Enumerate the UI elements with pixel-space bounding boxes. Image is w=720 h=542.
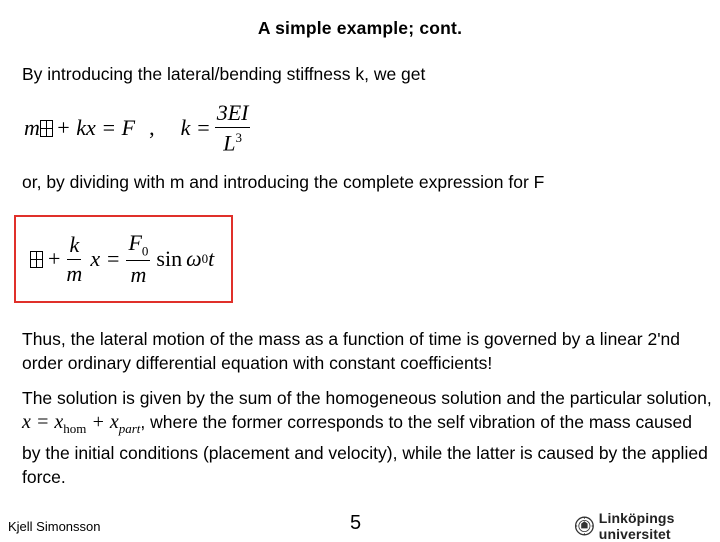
paragraph-dividing: or, by dividing with m and introducing the complete expression for F xyxy=(22,172,545,192)
author-name: Kjell Simonsson xyxy=(8,519,101,534)
exponent: 3 xyxy=(235,130,242,145)
solution-text-end: , where the former corresponds to the self vibration of the mass caused by the initial conditions (placement and velocity), while the latter is caused by the applied force. xyxy=(22,412,708,487)
hom-subscript: hom xyxy=(63,421,87,436)
m-denominator-2: m xyxy=(130,262,147,288)
paragraph-solution xyxy=(22,386,712,489)
fraction-numerator: 3EI xyxy=(215,102,251,128)
eq1-rhs: + kx = F xyxy=(55,115,136,141)
eq1-k-equals: k = xyxy=(180,115,211,141)
fraction-denominator xyxy=(221,128,244,154)
sin-function: sin xyxy=(156,246,183,272)
equation-stiffness xyxy=(24,102,250,154)
force-subscript: 0 xyxy=(141,243,149,259)
equation-superposition xyxy=(22,411,141,436)
missing-glyph-icon xyxy=(30,251,43,268)
eq2-x-equals: x = xyxy=(90,246,121,272)
k-numerator: k xyxy=(67,234,81,260)
university-name: Linköpings universitet xyxy=(598,510,675,542)
page-number: 5 xyxy=(350,512,362,534)
eq2-plus: + xyxy=(48,246,61,272)
length-symbol: L xyxy=(223,130,236,156)
paragraph-intro: By introducing the lateral/bending stiffness k, we get xyxy=(22,64,426,84)
stiffness-fraction xyxy=(215,102,251,154)
time-symbol: t xyxy=(208,246,215,272)
equation-motion xyxy=(30,232,214,286)
mass-symbol: m xyxy=(24,115,40,141)
force-over-m-fraction xyxy=(126,232,150,286)
part-subscript: part xyxy=(118,421,141,436)
plus-x: + x xyxy=(91,411,119,433)
eq1-comma: , xyxy=(149,115,155,141)
paragraph-lateral-motion: Thus, the lateral motion of the mass as a function of time is governed by a linear 2'nd order ordinary differential equation with constant coefficients! xyxy=(22,329,681,373)
force-numerator xyxy=(126,232,150,261)
m-denominator: m xyxy=(66,260,83,286)
force-symbol: F xyxy=(128,230,142,255)
solution-text-start: The solution is given by the sum of the homogeneous solution and the particular solution, xyxy=(22,388,712,408)
omega-subscript: 0 xyxy=(201,251,209,267)
university-logo xyxy=(574,510,720,542)
omega-symbol: ω xyxy=(186,246,202,272)
slide-title: A simple example; cont. xyxy=(257,18,463,38)
university-seal-icon xyxy=(574,513,595,539)
x-equals-x: x = x xyxy=(22,411,64,433)
k-over-m-fraction xyxy=(64,231,84,286)
missing-glyph-icon xyxy=(40,120,53,137)
